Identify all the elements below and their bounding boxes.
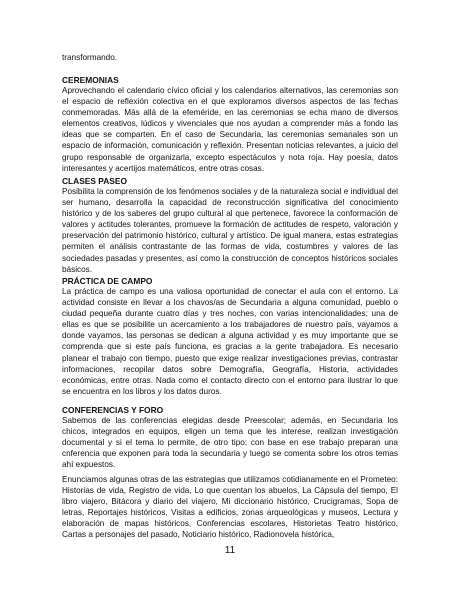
page-number: 11 [224,545,236,556]
paragraph-clases-paseo: Posibilita la comprensión de los fenómenos sociales y de la naturaleza social e individual del ser humano, desarrolla la capacidad de reconstrucción significativa del conocimiento histórico y de los saberes del grupo cultural al que pertenece, favorece la conformación de valores y actitudes tolerantes, promueve la formación de actitudes de respeto, valoración y preservación del patrimonio histórico, cultural y artístico. De igual manera, estas estrategias permiten el análisis contrastante de las formas de vida, costumbres y valores de las sociedades pasadas y presentes, así como la construcción de conceptos históricos sociales básicos. [62,187,398,274]
heading-conferencias-y-foro: CONFERENCIAS Y FORO [62,405,164,415]
lead-text: transformando. [62,53,118,62]
paragraph-practica-de-campo: La práctica de campo es una valiosa oportunidad de conectar el aula con el entorno. La actividad consiste en llevar a los chavos/as de Secundaria a alguna comunidad, pueblo o ciudad pequeña durante cuatro días y tres noches, con varias intencionalidades; una de ellas es que se posibilite un acercamiento a los trabajadores de nuestro país, vayamos a donde vayamos, las personas se dedican a alguna actividad y es muy importante que se comprenda que si este país funciona, es gracias a la gente trabajadora. Es necesario planear el trabajo con tiempo, puesto que exige realizar investigaciones previas, contrastar informaciones, recopilar datos sobre Demografía, Geografía, Historia, actividades económicas, entre otras. Nada como el contacto directo con el entorno para ilustrar lo que se encuentra en los libros y los datos duros. [62,287,398,396]
closing-paragraph: Enunciamos algunas otras de las estrategias que utilizamos cotidianamente en el Prometeo: Historias de vida, Registro de vida, Lo que cuentan los abuelos, La Cápsula del tiempo, El libro viajero, Bitácora y diario del viajero, Mi diccionario histórico, Crucigramas, Sopa de letras, Reportajes históricos, Visitas a edificios, zonas arqueológicas y museos, Lectura y elaboración de mapas históricos, Conferencias escolares, Historietas Teatro histórico, Cartas a personajes del pasado, Noticiario histórico, Radionovela histórica, [62,475,398,540]
paragraph-conferencias-y-foro: Sabemos de las conferencias elegidas desde Preescolar; además, en Secundaria los chicos, integrados en equipos, eligen un tema que les interese, realizan investigación documental y si el tema lo permite, de otro tipo; con base en ese trabajo preparan una cnferencia que exponen para toda la secundaria y luego se comenta sobre los otros temas ahí expuestos. [62,416,398,470]
heading-clases-paseo: CLASES PASEO [62,176,127,186]
paragraph-ceremonias: Aprovechando el calendario cívico oficial y los calendarios alternativos, las ceremonias son el espacio de reflexión colectiva en el que exploramos diversos aspectos de las fechas conmemoradas. Más allá de la efeméride, en las ceremonias se echa mano de diversos elementos creativos, lúdicos y vivenciales que nos ayudan a comprender más a fondo las ideas que se comparten. En el caso de Secundaria, las ceremonias semanales son un espacio de información, comunicación y reflexión. Presentan noticias relevantes, a juicio del grupo responsable de organizarla, excepto espectáculos y nota roja. Hay poesía, datos interesantes y acertijos matemáticos, entre otras cosas. [62,86,398,173]
heading-practica-de-campo: PRÁCTICA DE CAMPO [62,276,153,286]
heading-ceremonias: CEREMONIAS [62,75,119,85]
